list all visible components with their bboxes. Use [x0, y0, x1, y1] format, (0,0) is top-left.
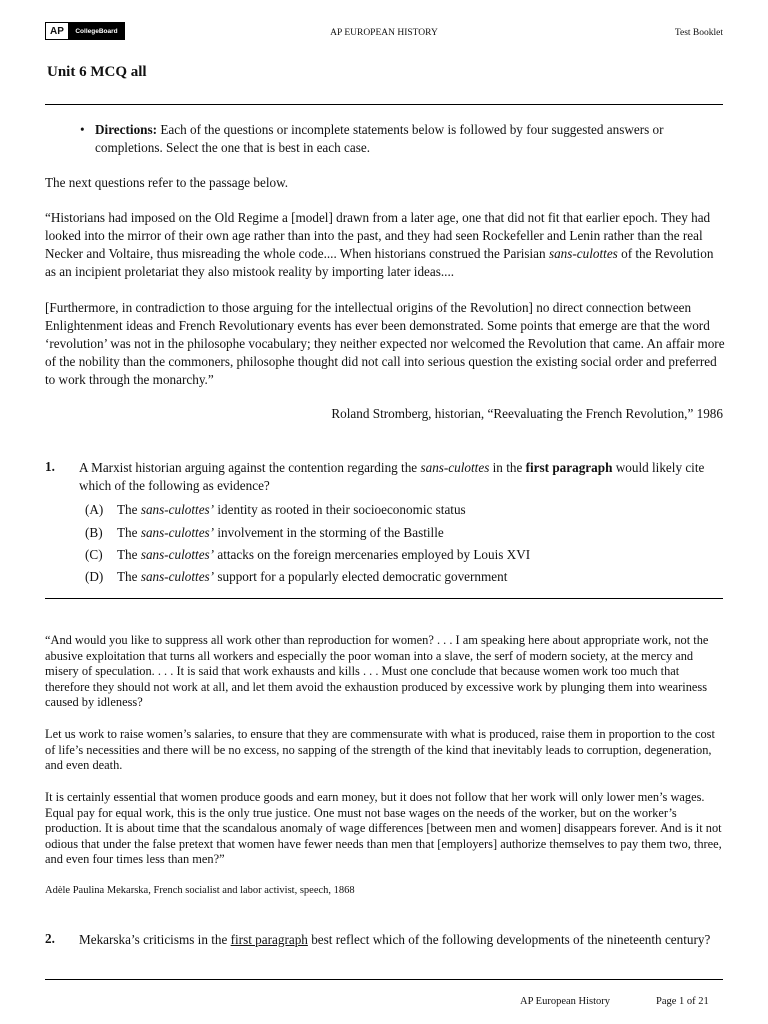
passage-lead-in: The next questions refer to the passage below. [45, 175, 289, 190]
directions-body: Each of the questions or incomplete statements below is followed by four suggested answers or completions. Select the one that is best in each case. [95, 122, 664, 155]
header-booklet-label: Test Booklet [674, 28, 723, 38]
answer-choice-a[interactable]: (A) The sans-culottes’ identity as rooted in their socioeconomic status [85, 502, 466, 517]
italic-term: sans-culottes [548, 246, 618, 261]
passage1-paragraph1: “Historians had imposed on the Old Regime a [model] drawn from a later age, one that did not fit that earlier epoch. They had looked into the mirror of their own age rather than into the past, and they had seen Rockefeller and Lenin rather than the real Necker and Voltaire, thus misreading the whole code.... When historians construed the Parisian sans-culottes of the Revolution as an incipient proletariat they also mistook reality by importing later ideas.... [45, 210, 714, 279]
question-number: 1. [45, 459, 55, 474]
passage1-paragraph2: [Furthermore, in contradiction to those arguing for the intellectual origins of the Revolution] no direct connection between Enlightenment ideas and French Revolutionary events has ever been demonstrated. Some points that emerge are that the word ‘revolution’ was not in the philosophe vocabulary; they neither expected nor welcomed the Revolution that came. An affair more of the nobility than the commoners, philosophe thought did not call into serious question the existing social order and preferred to work through the monarchy.” [45, 300, 725, 387]
answer-choice-c[interactable]: (C) The sans-culottes’ attacks on the foreign mercenaries employed by Louis XVI [85, 547, 531, 562]
passage2-paragraph3: It is certainly essential that women produce goods and earn money, but it does not follow that her work will only lower men’s wages. Equal pay for equal work, this is the only true justice. One must not base wages on the needs of the worker, but on the worker’s production. It is about time that the scandalous anomaly of wage differences [between men and women] disappears forever. And is it not odious that under the false pretext that women have fewer needs than men that [employers] authorize themselves to pay them two, three, and even four times less than men?” [45, 790, 722, 866]
answer-choice-b[interactable]: (B) The sans-culottes’ involvement in the storming of the Bastille [85, 525, 444, 540]
directions-label: Directions: [95, 122, 158, 137]
answer-choice-d[interactable]: (D) The sans-culottes’ support for a popularly elected democratic government [85, 569, 508, 584]
footer-course: AP European History [520, 996, 611, 1007]
page-number: Page 1 of 21 [656, 996, 709, 1007]
directions-text [95, 121, 725, 157]
question1-stem: A Marxist historian arguing against the contention regarding the sans-culottes in the first paragraph would likely cite which of the following as evidence? [79, 460, 705, 493]
divider [45, 979, 723, 980]
page-title: Unit 6 MCQ all [47, 64, 147, 80]
passage1-attribution: Roland Stromberg, historian, “Reevaluating the French Revolution,” 1986 [331, 406, 723, 421]
divider [45, 598, 723, 599]
question2-stem: Mekarska’s criticisms in the first paragraph best reflect which of the following developments of the nineteenth century? [79, 932, 711, 947]
header-course-title: AP EUROPEAN HISTORY [330, 28, 438, 38]
logo-ap-text: AP [46, 23, 69, 39]
question-number: 2. [45, 931, 55, 946]
passage2-paragraph1: “And would you like to suppress all work other than reproduction for women? . . . I am speaking here about appropriate work, not the abusive exploitation that turns all workers and especially the poor woman into a slave, the serf of modern society, at the mercy and misery of speculation. . . . It is said that work exhausts and kills . . . Must one conclude that because women work too much that therefore they should not work at all, and let them avoid the exhaustion produced by excessive work by plunging them into weariness caused by idleness? [45, 633, 709, 709]
bullet-icon: • [80, 122, 85, 137]
passage2-paragraph2: Let us work to raise women’s salaries, to ensure that they are commensurate with what is produced, raise them in proportion to the cost of life’s necessities and there will be no excess, no sapping of the strength of the kind that inevitably leads to corruption, degeneration, and even death. [45, 727, 715, 772]
logo-collegeboard-text: CollegeBoard [69, 23, 124, 39]
divider [45, 104, 723, 105]
passage2-source: Adèle Paulina Mekarska, French socialist and labor activist, speech, 1868 [45, 885, 355, 896]
